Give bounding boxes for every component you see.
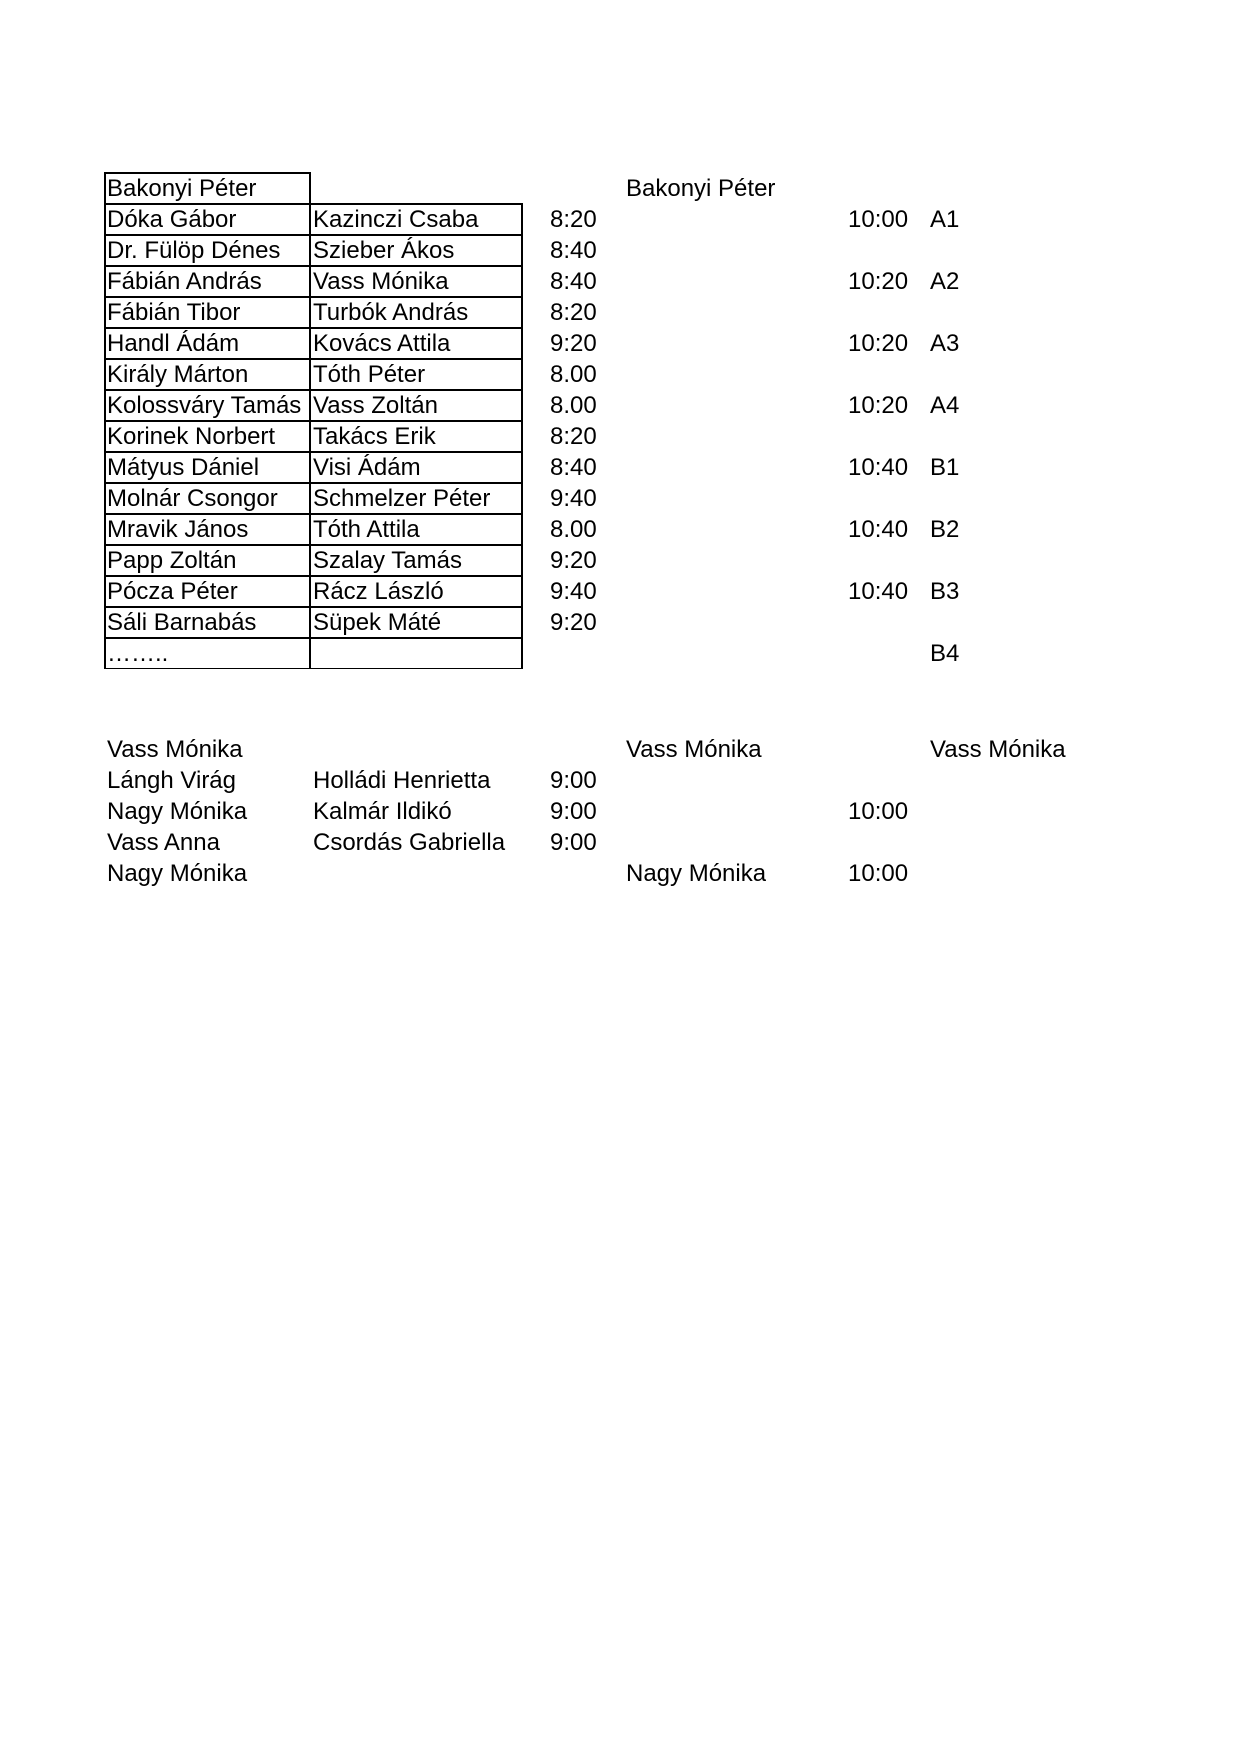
- row-slot: B1: [930, 454, 960, 481]
- table-border: [309, 203, 523, 205]
- row-slot: B4: [930, 640, 960, 667]
- row-name-primary: Mátyus Dániel: [107, 454, 260, 481]
- row-name-primary: Sáli Barnabás: [107, 609, 257, 636]
- row-name-primary: ……..: [107, 640, 169, 667]
- row-name-secondary: Visi Ádám: [313, 454, 421, 481]
- row-name-secondary: Szalay Tamás: [313, 547, 462, 574]
- row-name-secondary: Kovács Attila: [313, 330, 451, 357]
- row-slot: A3: [930, 330, 960, 357]
- row-time: 8:20: [550, 423, 597, 450]
- row-name-secondary: Holládi Henrietta: [313, 767, 491, 794]
- row-name-primary: Kolossváry Tamás: [107, 392, 302, 419]
- row-time: 8:40: [550, 237, 597, 264]
- row-name-primary: Király Márton: [107, 361, 249, 388]
- row-slot: A1: [930, 206, 960, 233]
- footer-time: 10:00: [848, 860, 909, 887]
- row-time: 8.00: [550, 516, 597, 543]
- row-time-late: 10:00: [848, 206, 909, 233]
- row-name-secondary: Rácz László: [313, 578, 444, 605]
- row-name-primary: Fábián Tibor: [107, 299, 241, 326]
- row-slot: B3: [930, 578, 960, 605]
- row-name-primary: Pócza Péter: [107, 578, 238, 605]
- row-time: 8.00: [550, 361, 597, 388]
- row-time: 9:40: [550, 578, 597, 605]
- table-border: [104, 482, 523, 484]
- row-name-primary: Handl Ádám: [107, 330, 240, 357]
- row-name-primary: Papp Zoltán: [107, 547, 237, 574]
- table-border: [104, 451, 523, 453]
- row-time: 8:20: [550, 206, 597, 233]
- row-name-secondary: Szieber Ákos: [313, 237, 455, 264]
- table-border: [104, 420, 523, 422]
- table-border: [104, 296, 523, 298]
- table-border: [104, 606, 523, 608]
- table-border: [104, 389, 523, 391]
- footer-name-right: Nagy Mónika: [626, 860, 767, 887]
- row-name-primary: Mravik János: [107, 516, 249, 543]
- row-name-secondary: Schmelzer Péter: [313, 485, 491, 512]
- row-name-primary: Nagy Mónika: [107, 798, 248, 825]
- table-border: [104, 637, 523, 639]
- row-name-secondary: Turbók András: [313, 299, 469, 326]
- row-slot: A2: [930, 268, 960, 295]
- row-time: 8:40: [550, 454, 597, 481]
- row-time: 9:00: [550, 767, 597, 794]
- block-header-name: Vass Mónika: [107, 736, 243, 763]
- row-slot: A4: [930, 392, 960, 419]
- row-time: 9:20: [550, 547, 597, 574]
- row-name-secondary: Takács Erik: [313, 423, 436, 450]
- row-time: 9:20: [550, 330, 597, 357]
- row-name-primary: Fábián András: [107, 268, 262, 295]
- table-border: [104, 265, 523, 267]
- footer-name: Nagy Mónika: [107, 860, 248, 887]
- row-name-secondary: Csordás Gabriella: [313, 829, 506, 856]
- row-time-late: 10:20: [848, 330, 909, 357]
- table-border: [104, 327, 523, 329]
- table-border: [104, 203, 311, 205]
- table-border: [104, 575, 523, 577]
- row-time: 8:40: [550, 268, 597, 295]
- row-name-secondary: Kazinczi Csaba: [313, 206, 479, 233]
- row-name-primary: Korinek Norbert: [107, 423, 276, 450]
- table-border: [104, 544, 523, 546]
- table-border: [104, 358, 523, 360]
- row-time: 8.00: [550, 392, 597, 419]
- row-time-late: 10:40: [848, 454, 909, 481]
- row-name-secondary: Tóth Attila: [313, 516, 420, 543]
- row-name-primary: Lángh Virág: [107, 767, 236, 794]
- row-time-late: 10:20: [848, 268, 909, 295]
- row-time: 9:00: [550, 829, 597, 856]
- row-name-secondary: [313, 639, 525, 669]
- row-name-primary: Vass Anna: [107, 829, 220, 856]
- row-name-secondary: Süpek Máté: [313, 609, 442, 636]
- row-time: 9:00: [550, 798, 597, 825]
- row-name-secondary: Kalmár Ildikó: [313, 798, 452, 825]
- row-name-primary: Dr. Fülöp Dénes: [107, 237, 281, 264]
- row-time-late: 10:40: [848, 516, 909, 543]
- row-time-late: 10:40: [848, 578, 909, 605]
- row-time-late: 10:20: [848, 392, 909, 419]
- row-name-primary: Molnár Csongor: [107, 485, 278, 512]
- row-time-late: 10:00: [848, 798, 909, 825]
- row-name-primary: Dóka Gábor: [107, 206, 237, 233]
- block-header-name-right: Bakonyi Péter: [626, 175, 776, 202]
- table-border: [104, 172, 311, 174]
- block-header-name: Bakonyi Péter: [107, 175, 257, 202]
- row-time: 8:20: [550, 299, 597, 326]
- block-header-name-right: Vass Mónika: [626, 736, 762, 763]
- row-time: 9:40: [550, 485, 597, 512]
- row-name-secondary: Tóth Péter: [313, 361, 426, 388]
- table-border: [104, 668, 523, 669]
- row-time: 9:20: [550, 609, 597, 636]
- table-border: [104, 234, 523, 236]
- table-border: [104, 513, 523, 515]
- block-header-name-far-right: Vass Mónika: [930, 736, 1066, 763]
- table-border: [521, 203, 523, 669]
- row-name-secondary: Vass Zoltán: [313, 392, 438, 419]
- row-slot: B2: [930, 516, 960, 543]
- row-name-secondary: Vass Mónika: [313, 268, 449, 295]
